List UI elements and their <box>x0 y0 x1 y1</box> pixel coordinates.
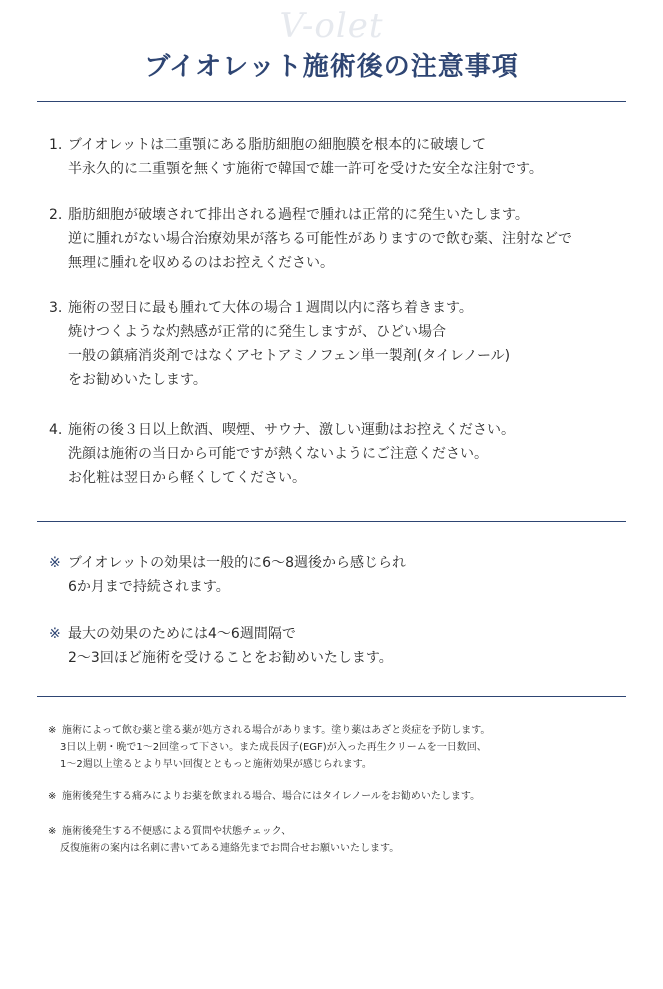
item-number: 4. <box>49 422 63 438</box>
note-text: 6か月まで持続されます。 <box>68 579 230 595</box>
item-text: 半永久的に二重顎を無くす施術で韓国で雄一許可を受けた安全な注射です。 <box>68 161 543 177</box>
item-text: 脂肪細胞が破壊されて排出される過程で腫れは正常的に発生いたします。 <box>68 207 529 223</box>
divider <box>37 101 626 102</box>
page-title: ブイオレット施術後の注意事項 <box>144 52 519 82</box>
instruction-item-1 <box>49 133 543 181</box>
item-text: 焼けつくような灼熱感が正常的に発生しますが、ひどい場合 <box>68 324 446 340</box>
item-text: をお勧めいたします。 <box>68 372 207 388</box>
note-mark: ※ <box>49 555 61 571</box>
fine-print-text: 反復施術の案内は名刺に書いてある連絡先までお問合せお願いいたします。 <box>60 843 400 854</box>
note-mark: ※ <box>49 626 61 642</box>
effect-note-2 <box>49 622 393 670</box>
fine-print-text: 施術後発生する痛みによりお薬を飲まれる場合、場合にはタイレノールをお勧めいたします。 <box>62 791 481 802</box>
fine-print-2 <box>48 788 480 805</box>
fine-print-text: 施術後発生する不便感による質問や状態チェック、 <box>62 826 292 837</box>
fine-print-text: 1～2週以上塗るとより早い回復とともっと施術効果が感じられます。 <box>60 759 372 770</box>
divider <box>37 696 626 697</box>
fine-print-text: 3日以上朝・晩で1～2回塗って下さい。また成長因子(EGF)が入った再生クリームを一日数回、 <box>60 742 487 753</box>
item-number: 1. <box>49 137 63 153</box>
note-text: 最大の効果のためには4～6週間隔で <box>68 626 296 642</box>
item-number: 3. <box>49 300 63 316</box>
item-text: 施術の翌日に最も腫れて大体の場合１週間以内に落ち着きます。 <box>68 300 473 316</box>
instruction-item-3 <box>49 296 510 392</box>
note-mark: ※ <box>48 791 57 802</box>
fine-print-1 <box>48 722 490 773</box>
note-mark: ※ <box>48 725 57 736</box>
item-text: 一般の鎮痛消炎剤ではなくアセトアミノフェン単一製剤(タイレノール) <box>68 348 511 364</box>
instruction-item-2 <box>49 203 572 275</box>
note-text: ブイオレットの効果は一般的に6～8週後から感じられ <box>68 555 406 571</box>
note-text: 2～3回ほど施術を受けることをお勧めいたします。 <box>68 650 393 666</box>
item-text: 洗顔は施術の当日から可能ですが熱くないようにご注意ください。 <box>68 446 488 462</box>
divider <box>37 521 626 522</box>
effect-note-1 <box>49 551 406 599</box>
item-number: 2. <box>49 207 63 223</box>
fine-print-text: 施術によって飲む薬と塗る薬が処方される場合があります。塗り薬はあざと炎症を予防します。 <box>62 725 491 736</box>
item-text: 施術の後３日以上飲酒、喫煙、サウナ、激しい運動はお控えください。 <box>68 422 516 438</box>
brand-watermark: V-olet <box>279 6 384 46</box>
item-text: ブイオレットは二重顎にある脂肪細胞の細胞膜を根本的に破壊して <box>68 137 487 153</box>
note-mark: ※ <box>48 826 57 837</box>
item-text: お化粧は翌日から軽くしてください。 <box>68 470 306 486</box>
item-text: 無理に腫れを収めるのはお控えください。 <box>68 255 334 271</box>
instruction-item-4 <box>49 418 515 490</box>
item-text: 逆に腫れがない場合治療効果が落ちる可能性がありますので飲む薬、注射などで <box>68 231 572 247</box>
fine-print-3 <box>48 823 399 857</box>
